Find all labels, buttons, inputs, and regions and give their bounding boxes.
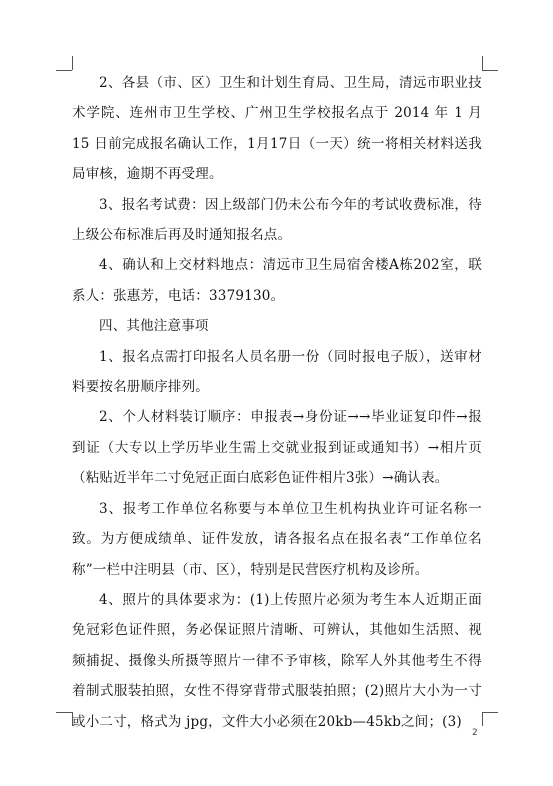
paragraph-roster-printing: 1、报名点需打印报名人员名册一份（同时报电子版），送审材料要按名册顺序排列。 [72, 348, 482, 396]
section-heading-other-notes: 四、其他注意事项 [99, 318, 209, 335]
crop-mark-top-right-v [482, 56, 483, 70]
crop-mark-bottom-left-h [56, 712, 72, 713]
paragraph-photo-requirements: 4、照片的具体要求为：(1)上传照片必须为考生本人近期正面免冠彩色证件照，务必保证照片清晰、可辨认，其他如生活照、视频捕捉、摄像头所摄等照片一律不予审核，除军人外其他考生不得着制式服装拍照，女性不得穿背带式服装拍照；(2)照片大小为一寸或小二寸，格式为 jpg，文件大小必须在20kb—45kb之间；(3) [72, 591, 482, 730]
paragraph-submission-location: 4、确认和上交材料地点：清远市卫生局宿舍楼A栋202室，联系人：张惠芳，电话：3379130。 [72, 257, 482, 304]
crop-mark-top-left-h [56, 70, 72, 71]
crop-mark-bottom-right-v [482, 712, 483, 726]
paragraph-registration-confirmation: 2、各县（市、区）卫生和计划生育局、卫生局，清远市职业技术学院、连州市卫生学校、广州卫生学校报名点于 2014 年 1 月 15 日前完成报名确认工作，1月17日（一天）统一将相关材料送我局审核，逾期不再受理。 [72, 75, 482, 183]
crop-mark-bottom-right-h [482, 712, 498, 713]
paragraph-binding-order: 2、个人材料装订顺序：申报表→身份证→→毕业证复印件→报到证（大专以上学历毕业生需上交就业报到证或通知书）→相片页（粘贴近半年二寸免冠正面白底彩色证件相片3张）→确认表。 [72, 409, 482, 487]
paragraph-employer-name: 3、报考工作单位名称要与本单位卫生机构执业许可证名称一致。为方便成绩单、证件发放，请各报名点在报名表“工作单位名称”一栏中注明县（市、区），特别是民营医疗机构及诊所。 [72, 500, 482, 578]
page-number: 2 [472, 728, 478, 738]
document-body [72, 68, 482, 737]
paragraph-exam-fee: 3、报名考试费：因上级部门仍未公布今年的考试收费标准，待上级公布标准后再及时通知报名点。 [72, 196, 482, 244]
crop-mark-top-right-h [482, 70, 498, 71]
